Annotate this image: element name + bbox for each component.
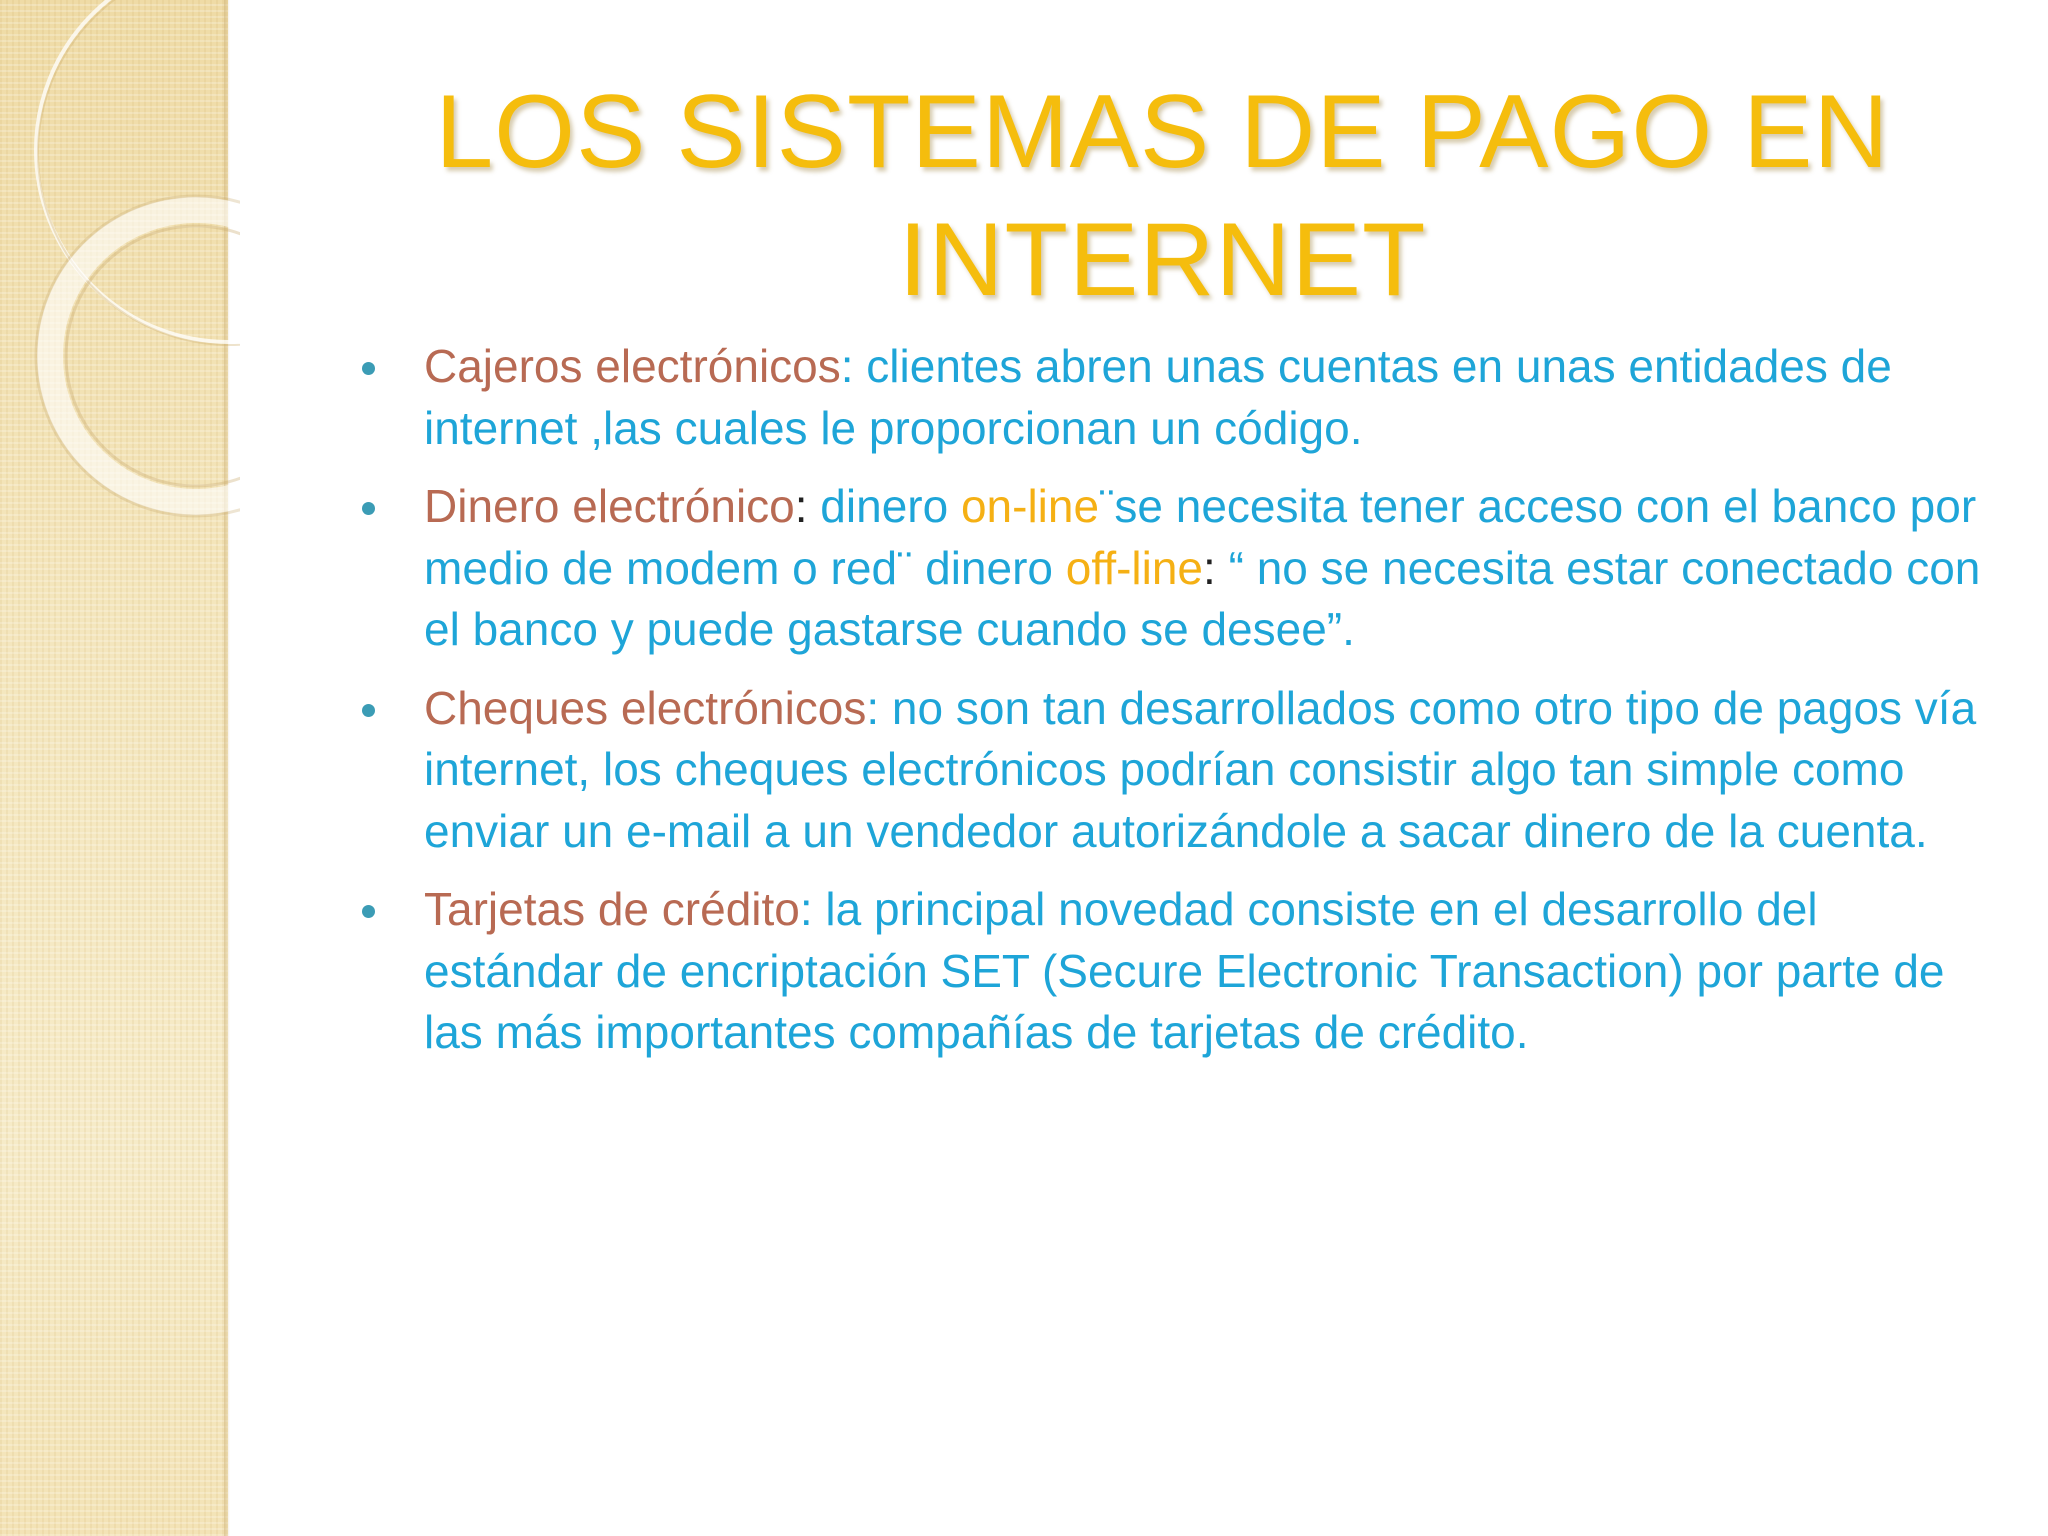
separator: : (794, 480, 808, 532)
description-cajeros: clientes abren unas cuentas en unas entidades de internet ,las cuales le proporcionan un código. (424, 340, 1892, 454)
term-cheques: Cheques electrónicos (424, 681, 867, 734)
term-cajeros: Cajeros electrónicos (424, 340, 841, 392)
description-dinero-part2: ¨se necesita tener acceso con el banco por medio de modem o red¨ dinero (424, 480, 1977, 594)
bullet-list (356, 336, 1996, 1081)
ring-medium-outer (50, 210, 240, 502)
bullet-dot-icon (362, 362, 375, 375)
separator: : (866, 681, 880, 734)
bullet-item-dinero (356, 476, 1996, 661)
bullet-dot-icon (362, 502, 375, 515)
term-tarjetas: Tarjetas de crédito (424, 883, 800, 935)
separator: : (799, 883, 813, 935)
highlight-offline: off-line (1065, 541, 1204, 594)
description-tarjetas: la principal novedad consiste en el desarrollo del estándar de encriptación SET (Secure Electronic Transaction) por parte de las más importantes compañías de tarjetas de crédito. (424, 883, 1945, 1058)
description-cheques: no son tan desarrollados como otro tipo de pagos vía internet, los cheques electrónicos podrían consistir algo tan simple como enviar un e-mail a un vendedor autorizándole a sacar dinero de la cuenta. (424, 681, 1977, 857)
bullet-item-cheques (356, 678, 1996, 863)
bullet-item-tarjetas (356, 879, 1996, 1064)
separator: : (840, 340, 854, 392)
slide-title: LOS SISTEMAS DE PAGO EN INTERNET (435, 74, 1890, 318)
highlight-online: on-line (960, 480, 1100, 532)
separator-offline: : (1203, 541, 1216, 594)
term-dinero: Dinero electrónico (424, 480, 795, 532)
bullet-dot-icon (362, 704, 375, 717)
bullet-item-cajeros (356, 336, 1996, 459)
description-dinero-part1: dinero (807, 480, 961, 532)
decorative-rings-icon (0, 0, 240, 520)
bullet-dot-icon (362, 905, 375, 918)
description-dinero-part3: “ no se necesita estar conectado con el banco y puede gastarse cuando se desee”. (424, 541, 1981, 655)
